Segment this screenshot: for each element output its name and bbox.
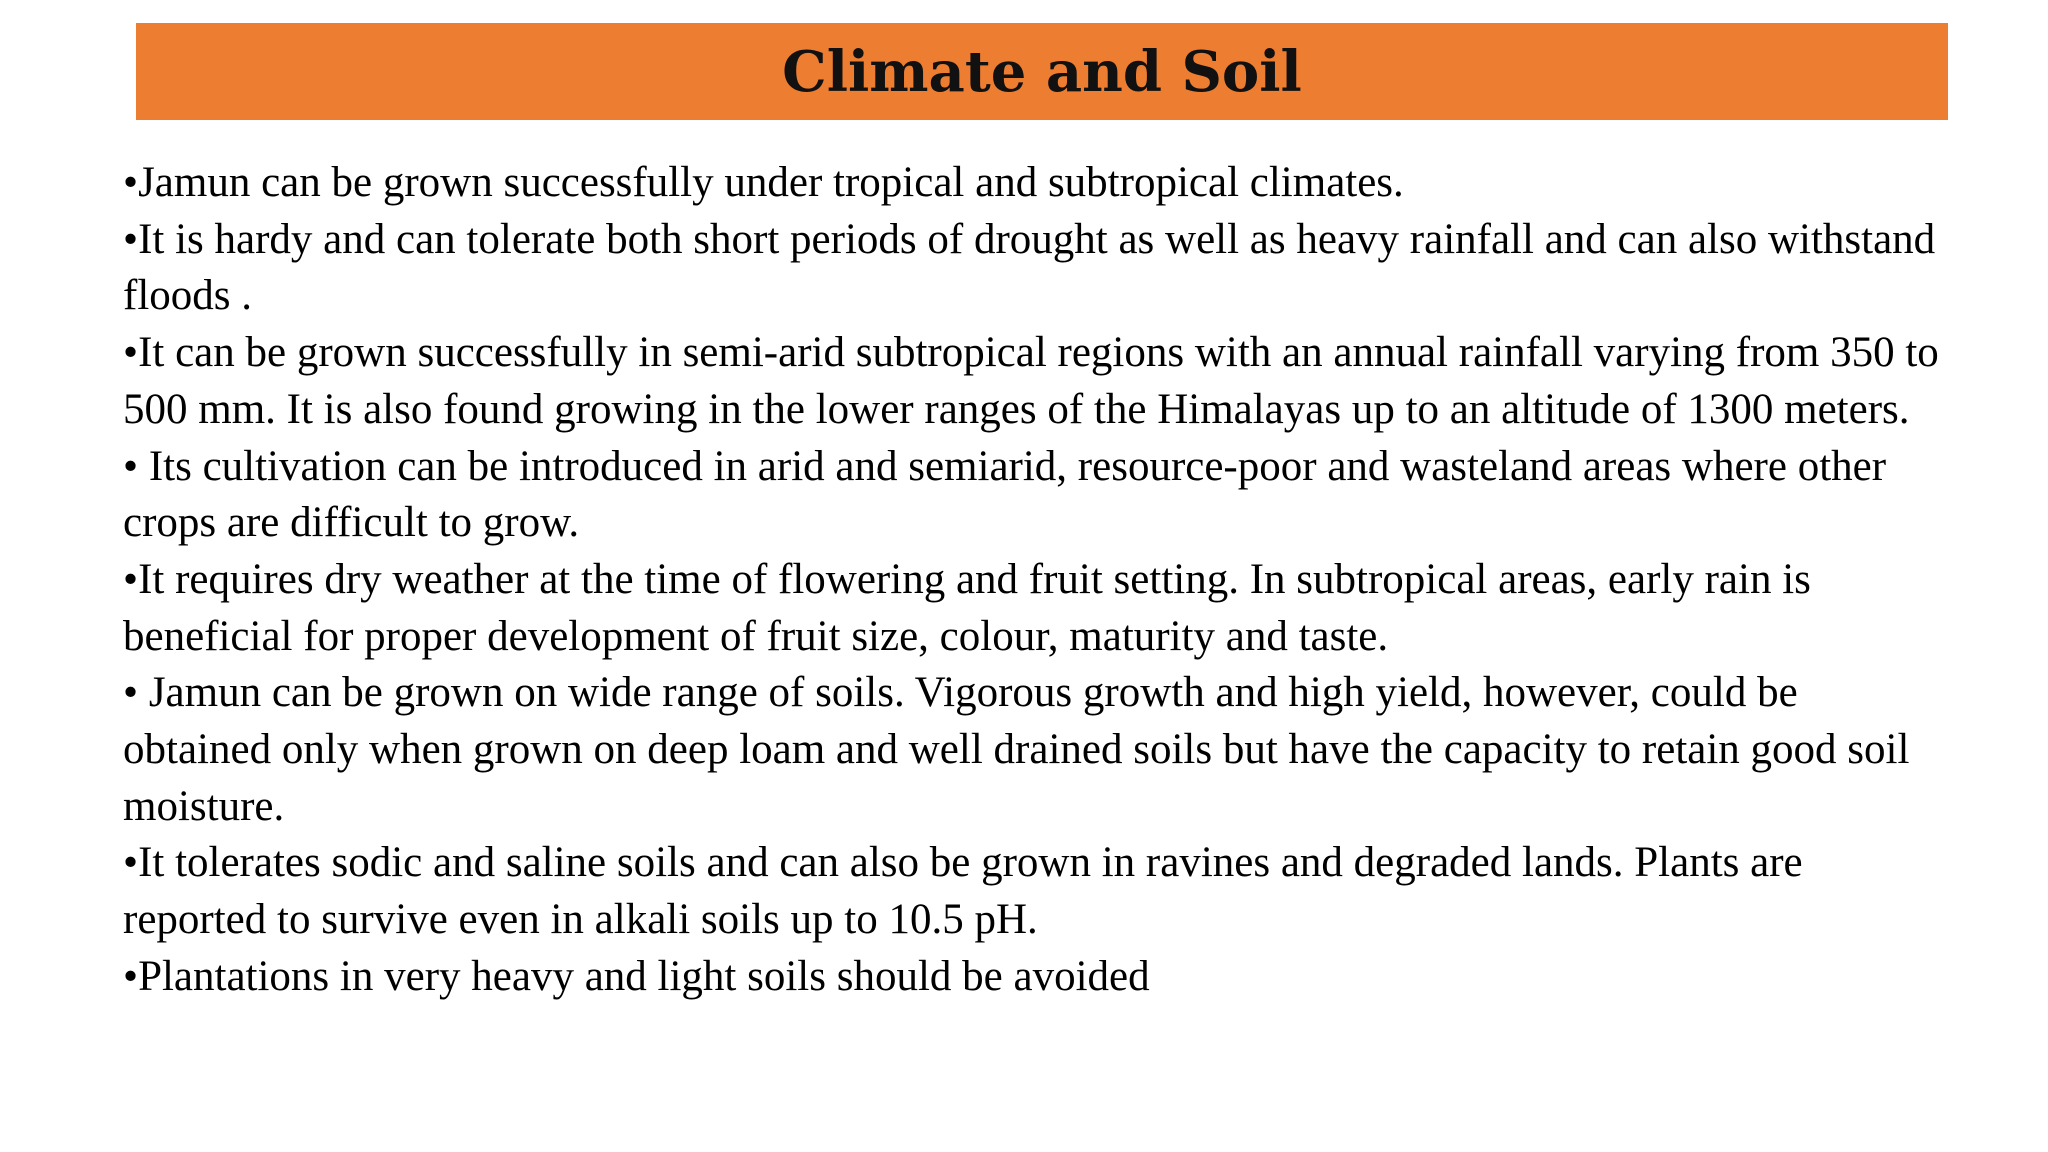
- bullet-text: It requires dry weather at the time of flowering and fruit setting. In subtropical areas, early rain is beneficial for proper development of fruit size, colour, maturity and taste.: [123, 555, 1811, 660]
- list-item: [123, 212, 1943, 325]
- bullet-text: It is hardy and can tolerate both short periods of drought as well as heavy rainfall and can also withstand floods .: [123, 215, 1936, 320]
- bullet-text: It can be grown successfully in semi-arid subtropical regions with an annual rainfall varying from 350 to 500 mm. It is also found growing in the lower ranges of the Himalayas up to an altitude of 1300 meters.: [123, 329, 1939, 433]
- bullet-text: Its cultivation can be introduced in arid and semiarid, resource-poor and wasteland areas where other crops are difficult to grow.: [123, 442, 1887, 547]
- bullet-marker: •: [123, 669, 139, 717]
- slide-title: Climate and Soil: [782, 38, 1302, 105]
- list-item: [123, 552, 1943, 665]
- list-item: [123, 949, 1943, 1006]
- bullet-marker: •: [123, 442, 139, 490]
- bullet-marker: •: [123, 555, 139, 603]
- bullet-marker: •: [123, 839, 139, 887]
- bullet-text: It tolerates sodic and saline soils and can also be grown in ravines and degraded lands. Plants are reported to survive even in alkali soils up to 10.5 pH.: [123, 839, 1803, 944]
- title-banner: [136, 23, 1948, 120]
- bullet-text: Jamun can be grown on wide range of soils. Vigorous growth and high yield, however, could be obtained only when grown on deep loam and well drained soils but have the capacity to retain good soil moisture.: [123, 669, 1910, 830]
- list-item: [123, 155, 1943, 212]
- bullet-marker: •: [123, 329, 139, 377]
- bullet-text: Plantations in very heavy and light soils should be avoided: [138, 952, 1150, 1000]
- list-item: [123, 835, 1943, 948]
- bullet-marker: •: [123, 952, 139, 1000]
- bullet-list: [123, 155, 1943, 1006]
- bullet-marker: •: [123, 215, 139, 263]
- bullet-text: Jamun can be grown successfully under tropical and subtropical climates.: [138, 159, 1404, 206]
- bullet-marker: •: [123, 159, 139, 206]
- list-item: [123, 439, 1943, 552]
- list-item: [123, 325, 1943, 438]
- list-item: [123, 665, 1943, 835]
